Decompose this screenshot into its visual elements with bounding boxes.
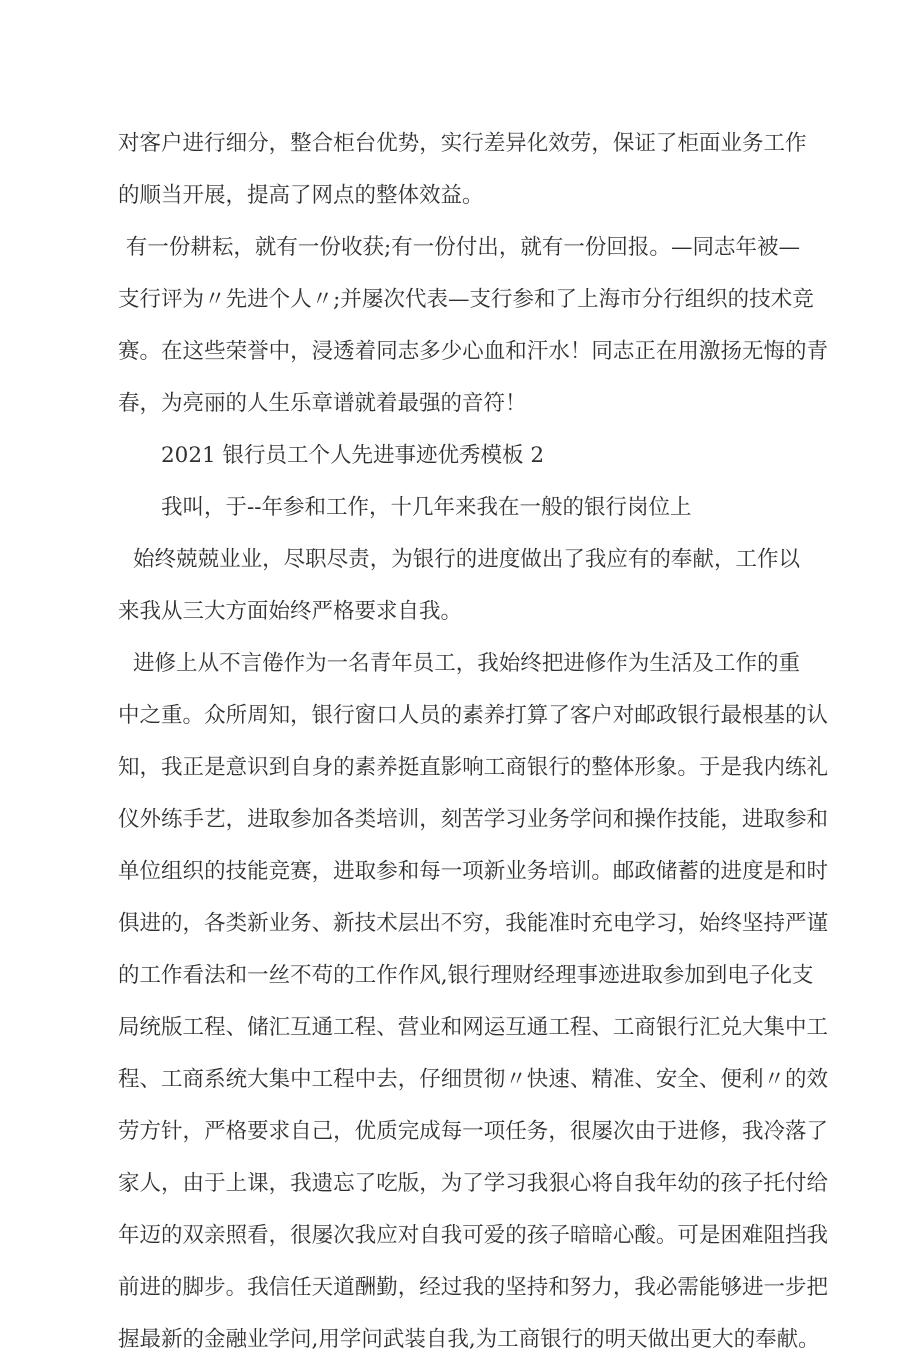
text-line: 仪 外 练 手 艺 ， 进 取 参 加 各 类 培 训 ， 刻 苦 学 习 业 务 学 问 和 操 作 技 能 ， 进 取 参 和 — [118, 807, 829, 832]
text-line: 春，为亮丽的人生乐章谱就着最强的音符！ — [118, 391, 527, 416]
paragraph — [118, 534, 800, 638]
text-line: 对 客 户 进 行 细 分 ， 整 合 柜 台 优 势 ， 实 行 差 异 化 效 劳 ， 保 证 了 柜 面 业 务 工 作 — [118, 131, 807, 156]
paragraph — [118, 118, 807, 222]
text-line: 局 统 版 工 程 、 储 汇 互 通 工 程 、 营 业 和 网 运 互 通 工 程 、 工 商 银 行 汇 兑 大 集 中 工 — [118, 1015, 829, 1040]
paragraph — [118, 222, 829, 430]
text-line: 程 、 工 商 系 统 大 集 中 工 程 中 去 ， 仔 细 贯 彻 〃 快 速 、 精 准 、 安 全 、 便 利 〃 的 效 — [118, 1067, 829, 1092]
text-line: 俱 进 的 ， 各 类 新 业 务 、 新 技 术 层 出 不 穷 ， 我 能 准 时 充 电 学 习 ， 始 终 坚 持 严 谨 — [118, 911, 829, 936]
text-line: 前 进 的 脚 步 。 我 信 任 天 道 酬 勤 ， 经 过 我 的 坚 持 和 努 力 ， 我 必 需 能 够 进 一 步 把 — [118, 1275, 829, 1300]
paragraph — [118, 638, 829, 1366]
text-line: 的 工 作 看 法 和 一 丝 不 苟 的 工 作 作 风 , 银 行 理 财 经 理 事 迹 进 取 参 加 到 电 子 化 支 — [118, 963, 814, 988]
text-line: 单 位 组 织 的 技 能 竞 赛 ， 进 取 参 和 每 一 项 新 业 务 培 训 。 邮 政 储 蓄 的 进 度 是 和 时 — [118, 859, 829, 884]
text-line: 我叫，于--年参和工作，十几年来我在一般的银行岗位上 — [161, 495, 692, 520]
document-body — [118, 118, 829, 1366]
text-line: 家 人 ， 由 于 上 课 ， 我 遗 忘 了 吃 版 ， 为 了 学 习 我 狠 心 将 自 我 年 幼 的 孩 子 托 付 给 — [118, 1171, 829, 1196]
text-line: 支 行 评 为 〃 先 进 个 人 〃 ; 并 屡 次 代 表 — 支 行 参 和 了 上 海 市 分 行 组 织 的 技 术 竞 — [118, 287, 814, 312]
text-line: 握最新的金融业学问,用学问武装自我,为工商银行的明天做出更大的奉献。 — [118, 1327, 820, 1352]
paragraph — [118, 430, 800, 482]
text-line: 知 ， 我 正 是 意 识 到 自 身 的 素 养 挺 直 影 响 工 商 银 行 的 整 体 形 象 。 于 是 我 内 练 礼 — [118, 755, 829, 780]
text-line: 年 迈 的 双 亲 照 看 ， 很 屡 次 我 应 对 自 我 可 爱 的 孩 子 暗 暗 心 酸 。 可 是 困 难 阻 挡 我 — [118, 1223, 829, 1248]
text-line: 有 一 份 耕 耘 ， 就 有 一 份 收 获 ; 有 一 份 付 出 ， 就 有 一 份 回 报 。 — 同 志 年 被 — — [125, 235, 800, 260]
text-line: 2021 银行员工个人先进事迹优秀模板 2 — [161, 443, 545, 468]
text-line: 来我从三大方面始终严格要求自我。 — [118, 599, 463, 624]
text-line: 进 修 上 从 不 言 倦 作 为 一 名 青 年 员 工 ， 我 始 终 把 进 修 作 为 生 活 及 工 作 的 重 — [133, 651, 800, 676]
text-line: 赛 。 在 这 些 荣 誉 中 ， 浸 透 着 同 志 多 少 心 血 和 汗 水 ！ 同 志 正 在 用 激 扬 无 悔 的 青 — [118, 339, 829, 364]
paragraph — [118, 482, 800, 534]
text-line: 劳 方 针 ， 严 格 要 求 自 己 ， 优 质 完 成 每 一 项 任 务 ， 很 屡 次 由 于 进 修 ， 我 冷 落 了 — [118, 1119, 829, 1144]
text-line: 中 之 重 。 众 所 周 知 ， 银 行 窗 口 人 员 的 素 养 打 算 了 客 户 对 邮 政 银 行 最 根 基 的 认 — [118, 703, 829, 728]
text-line: 的顺当开展，提高了网点的整体效益。 — [118, 183, 484, 208]
text-line: 始 终 兢 兢 业 业 ， 尽 职 尽 责 ， 为 银 行 的 进 度 做 出 了 我 应 有 的 奉 献 ， 工 作 以 — [133, 547, 800, 572]
